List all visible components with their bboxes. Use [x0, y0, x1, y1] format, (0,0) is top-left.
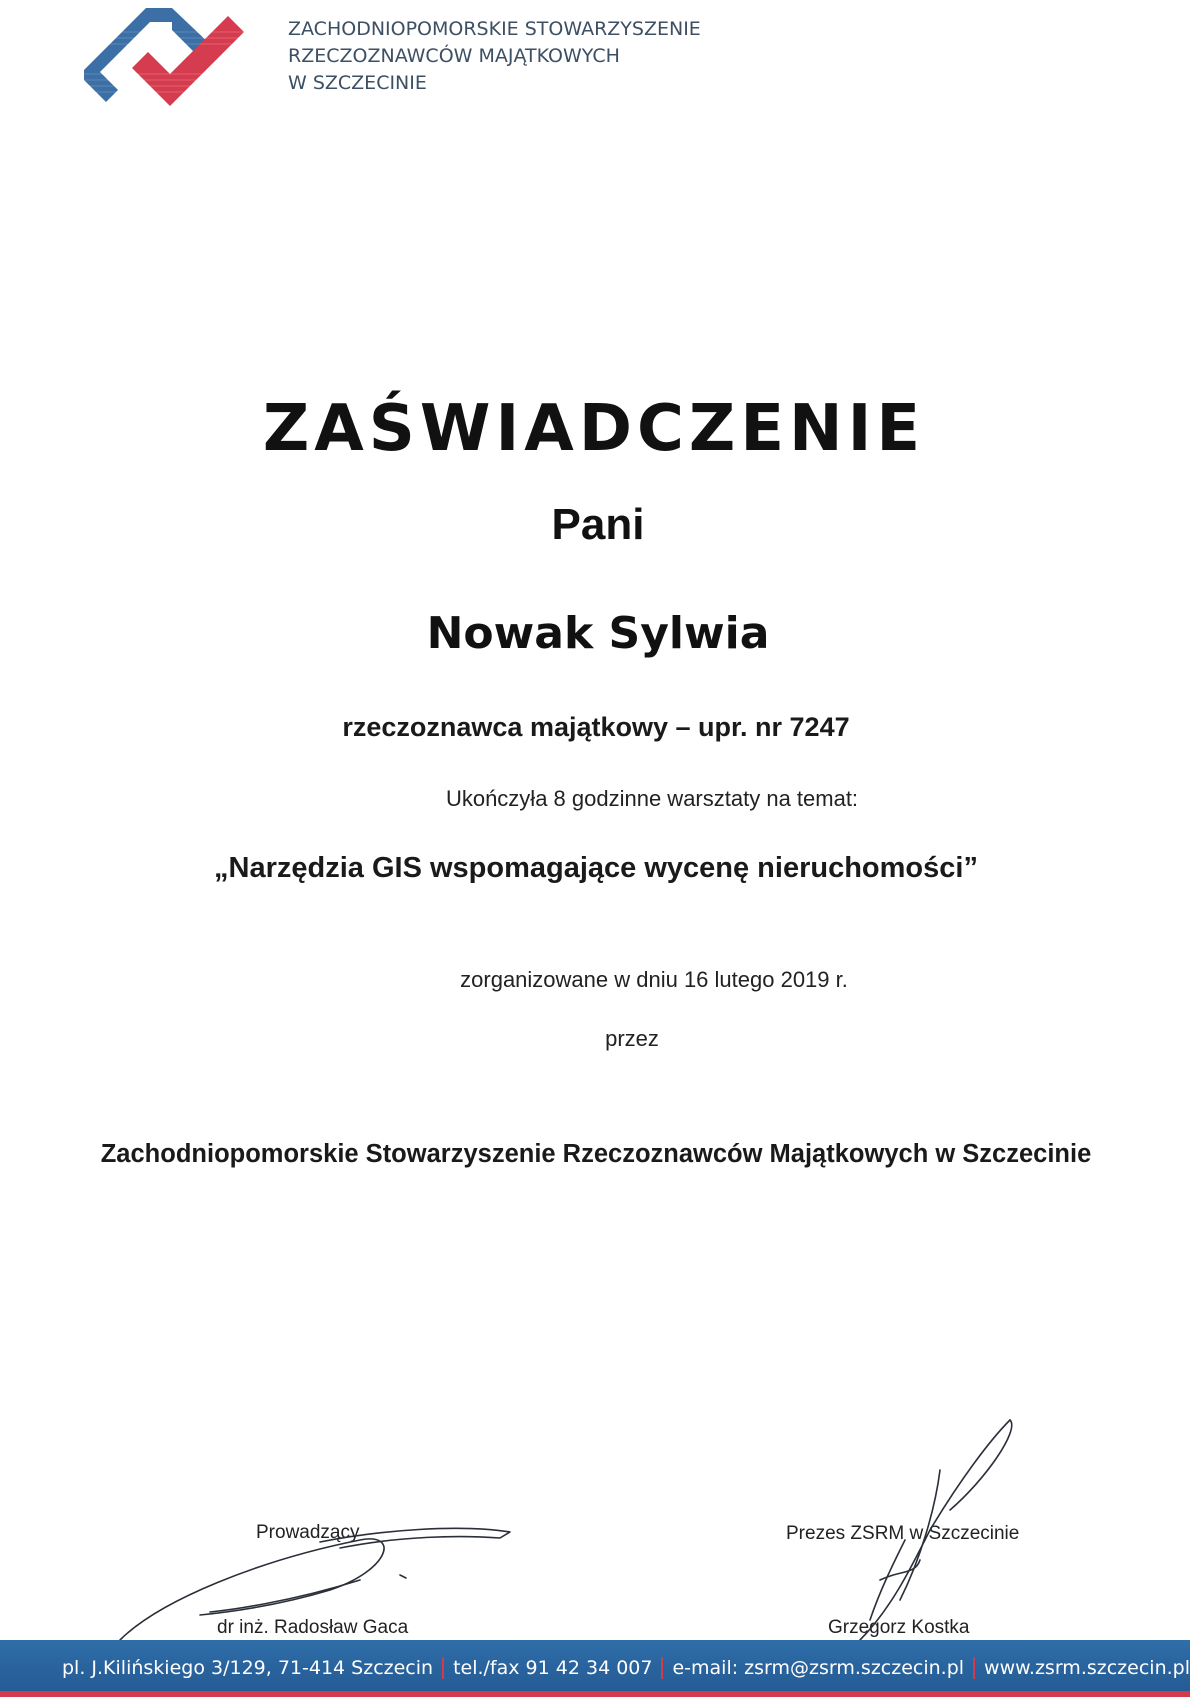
org-header-line: RZECZOZNAWCÓW MAJĄTKOWYCH — [288, 45, 620, 67]
recipient-profession: rzeczoznawca majątkowy – upr. nr 7247 — [342, 712, 850, 742]
lead-signer-name: dr inż. Radosław Gaca — [217, 1617, 409, 1638]
workshop-topic: „Narzędzia GIS wspomagające wycenę nieruchomości” — [214, 852, 978, 884]
salutation: Pani — [551, 500, 645, 549]
recipient-name: Nowak Sylwia — [426, 608, 770, 659]
president-signer-name: Grzegorz Kostka — [828, 1617, 970, 1638]
footer-email[interactable]: e-mail: zsrm@zsrm.szczecin.pl — [672, 1657, 965, 1679]
footer-website[interactable]: www.zsrm.szczecin.pl — [984, 1657, 1190, 1679]
footer-address: pl. J.Kilińskiego 3/129, 71-414 Szczecin — [62, 1657, 434, 1679]
lead-signature-label: Prowadzący — [256, 1522, 360, 1543]
organizer-name: Zachodniopomorskie Stowarzyszenie Rzeczoznawców Majątkowych w Szczecinie — [100, 1140, 1092, 1168]
footer-accent-stripe — [0, 1691, 1190, 1697]
org-header-line: W SZCZECINIE — [288, 72, 427, 94]
by-label: przez — [605, 1026, 659, 1051]
certificate-title: ZAŚWIADCZENIE — [262, 392, 926, 466]
footer-phone: tel./fax 91 42 34 007 — [453, 1657, 653, 1679]
workshop-date: zorganizowane w dniu 16 lutego 2019 r. — [460, 967, 848, 992]
footer-separator — [973, 1657, 975, 1679]
president-signature-label: Prezes ZSRM w Szczecinie — [786, 1523, 1020, 1544]
completion-text: Ukończyła 8 godzinne warsztaty na temat: — [445, 786, 859, 811]
footer-contact — [62, 1650, 1190, 1686]
organization-header — [288, 16, 748, 97]
org-header-line: ZACHODNIOPOMORSKIE STOWARZYSZENIE — [288, 18, 701, 40]
footer-separator — [661, 1657, 663, 1679]
house-roof-check-logo — [84, 2, 254, 117]
footer-separator — [442, 1657, 444, 1679]
